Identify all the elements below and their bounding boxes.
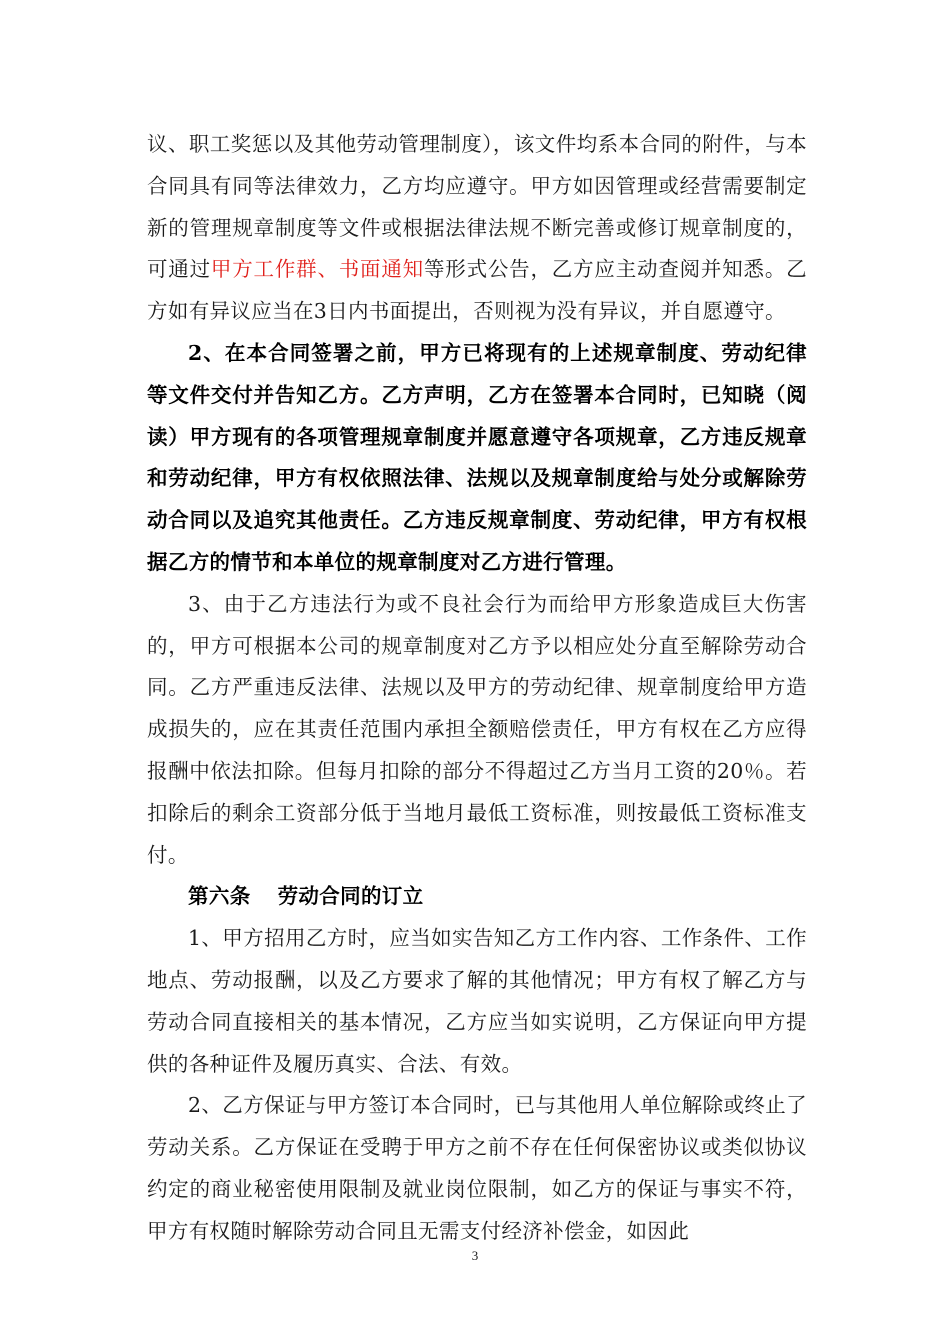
page-number: 3 bbox=[471, 1248, 479, 1263]
paragraph-text: 等形式公告，乙方应主动查阅并知悉。乙方如有异议应当在3日内书面提出，否则视为没有异议，并自愿遵守。 bbox=[147, 257, 807, 324]
paragraph-text: 议、职工奖惩以及其他劳动管理制度），该文件均系本合同的附件，与本合同具有同等法律效力，乙方均应遵守。甲方如因管理或经营需要制定新的管理规章制度等文件或根据法律法规不断完善或修订规章制度的，可通过 bbox=[147, 132, 807, 282]
paragraph-clause-2-bold: 2、在本合同签署之前，甲方已将现有的上述规章制度、劳动纪律等文件交付并告知乙方。乙方声明，乙方在签署本合同时，已知晓（阅读）甲方现有的各项管理规章制度并愿意遵守各项规章，乙方违反规章和劳动纪律，甲方有权依照法律、法规以及规章制度给与处分或解除劳动合同以及追究其他责任。乙方违反规章制度、劳动纪律，甲方有权根据乙方的情节和本单位的规章制度对乙方进行管理。 bbox=[147, 340, 807, 574]
article-title: 劳动合同的订立 bbox=[277, 884, 424, 909]
article-heading bbox=[147, 876, 807, 918]
paragraph-clause-3: 3、由于乙方违法行为或不良社会行为而给甲方形象造成巨大伤害的，甲方可根据本公司的规章制度对乙方予以相应处分直至解除劳动合同。乙方严重违反法律、法规以及甲方的劳动纪律、规章制度给甲方造成损失的，应在其责任范围内承担全额赔偿责任，甲方有权在乙方应得报酬中依法扣除。但每月扣除的部分不得超过乙方当月工资的20％。若扣除后的剩余工资部分低于当地月最低工资标准，则按最低工资标准支付。 bbox=[147, 591, 807, 867]
article-number: 第六条 bbox=[188, 884, 251, 909]
paragraph-clause-1: 1、甲方招用乙方时，应当如实告知乙方工作内容、工作条件、工作地点、劳动报酬，以及乙方要求了解的其他情况；甲方有权了解乙方与劳动合同直接相关的基本情况，乙方应当如实说明，乙方保证向甲方提供的各种证件及履历真实、合法、有效。 bbox=[147, 926, 807, 1076]
paragraph-rules-continuation bbox=[147, 124, 807, 333]
document-body bbox=[147, 124, 807, 1253]
paragraph-clause-2: 2、乙方保证与甲方签订本合同时，已与其他用人单位解除或终止了劳动关系。乙方保证在受聘于甲方之前不存在任何保密协议或类似协议约定的商业秘密使用限制及就业岗位限制，如乙方的保证与事实不符，甲方有权随时解除劳动合同且无需支付经济补偿金，如因此 bbox=[147, 1093, 807, 1243]
highlighted-text: 甲方工作群、书面通知 bbox=[210, 257, 424, 282]
